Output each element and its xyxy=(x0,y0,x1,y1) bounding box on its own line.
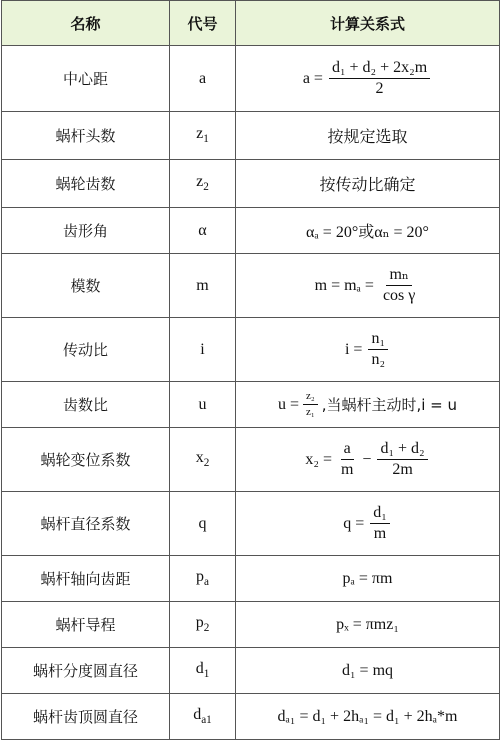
fraction-numerator: n₁ xyxy=(368,330,388,350)
param-name: 蜗杆齿顶圆直径 xyxy=(2,694,170,740)
param-formula xyxy=(236,492,500,556)
fraction-denominator: m xyxy=(373,525,387,542)
param-code: u xyxy=(170,382,236,428)
fraction-denominator: 2m xyxy=(392,461,413,478)
formula-lhs: a = xyxy=(302,69,323,87)
table-row xyxy=(2,46,500,112)
formula-lhs: u = xyxy=(277,395,299,413)
code-subscript: 2 xyxy=(203,622,210,635)
code-base: z xyxy=(196,173,204,191)
param-code xyxy=(170,694,236,740)
param-formula: d₁ = mq xyxy=(236,648,500,694)
worm-gear-parameter-table xyxy=(1,0,500,740)
param-name: 蜗杆轴向齿距 xyxy=(2,556,170,602)
param-formula: 按传动比确定 xyxy=(236,160,500,208)
fraction-numerator: d₁ + d₂ + 2x₂m xyxy=(329,59,430,79)
formula-lhs: x₂ = xyxy=(305,450,332,468)
formula-operator: − xyxy=(362,450,372,468)
param-name: 蜗杆分度圆直径 xyxy=(2,648,170,694)
code-subscript: a xyxy=(204,576,209,589)
param-name: 蜗杆直径系数 xyxy=(2,492,170,556)
fraction xyxy=(368,330,388,370)
fraction xyxy=(380,266,418,306)
param-code: i xyxy=(170,318,236,382)
table-row xyxy=(2,428,500,492)
table-row xyxy=(2,112,500,160)
param-name: 蜗杆导程 xyxy=(2,602,170,648)
formula-lhs: q = xyxy=(343,514,365,532)
fraction xyxy=(329,59,430,99)
table-row xyxy=(2,318,500,382)
param-name: 蜗杆头数 xyxy=(2,112,170,160)
fraction-denominator: z₁ xyxy=(305,406,315,418)
param-name: 模数 xyxy=(2,254,170,318)
table-row xyxy=(2,382,500,428)
fraction-denominator: n₂ xyxy=(371,351,386,368)
table-row xyxy=(2,160,500,208)
fraction-denominator: cos γ xyxy=(382,287,416,304)
code-base: z xyxy=(196,125,204,143)
table-header-row xyxy=(2,1,500,46)
header-name: 名称 xyxy=(2,1,170,46)
param-name: 蜗轮齿数 xyxy=(2,160,170,208)
param-name: 中心距 xyxy=(2,46,170,112)
table-row xyxy=(2,556,500,602)
table-row xyxy=(2,602,500,648)
table-row xyxy=(2,492,500,556)
fraction xyxy=(370,504,390,544)
param-code: α xyxy=(170,208,236,254)
param-name: 齿数比 xyxy=(2,382,170,428)
formula-lhs: m = mₐ = xyxy=(314,276,374,294)
param-formula: αₐ = 20°或αₙ = 20° xyxy=(236,208,500,254)
param-formula xyxy=(236,382,500,428)
table-row xyxy=(2,254,500,318)
fraction xyxy=(303,390,318,418)
param-code xyxy=(170,602,236,648)
param-formula: 按规定选取 xyxy=(236,112,500,160)
param-formula: pₓ = πmz₁ xyxy=(236,602,500,648)
fraction xyxy=(338,440,356,480)
param-code xyxy=(170,428,236,492)
param-code xyxy=(170,112,236,160)
table-row xyxy=(2,648,500,694)
header-code: 代号 xyxy=(170,1,236,46)
formula-lhs: i = xyxy=(344,340,363,358)
param-formula xyxy=(236,428,500,492)
param-name: 蜗轮变位系数 xyxy=(2,428,170,492)
param-code xyxy=(170,160,236,208)
fraction xyxy=(377,440,427,480)
param-formula xyxy=(236,46,500,112)
fraction-numerator: a xyxy=(341,440,354,460)
fraction-numerator: mₙ xyxy=(386,266,411,286)
fraction-numerator: d₁ xyxy=(370,504,390,524)
code-subscript: 1 xyxy=(203,668,210,681)
code-base: d xyxy=(193,706,202,724)
header-formula: 计算关系式 xyxy=(236,1,500,46)
param-formula: dₐ₁ = d₁ + 2hₐ₁ = d₁ + 2hₐ*m xyxy=(236,694,500,740)
param-code: m xyxy=(170,254,236,318)
param-code: a xyxy=(170,46,236,112)
param-name: 齿形角 xyxy=(2,208,170,254)
code-base: x xyxy=(195,449,204,467)
formula-tail: ,当蜗杆主动时,i = u xyxy=(321,396,458,414)
fraction-denominator: 2 xyxy=(375,80,384,97)
code-subscript: a1 xyxy=(201,714,212,727)
code-subscript: 1 xyxy=(203,133,209,146)
fraction-numerator: d₁ + d₂ xyxy=(377,440,427,460)
param-name: 传动比 xyxy=(2,318,170,382)
code-subscript: 2 xyxy=(203,181,209,194)
param-code: q xyxy=(170,492,236,556)
code-base: p xyxy=(196,568,205,586)
fraction-denominator: m xyxy=(340,461,354,478)
table-row xyxy=(2,694,500,740)
param-formula xyxy=(236,318,500,382)
code-subscript: 2 xyxy=(203,457,210,470)
param-formula xyxy=(236,254,500,318)
param-code xyxy=(170,556,236,602)
code-base: p xyxy=(195,614,204,632)
fraction-numerator: z₂ xyxy=(303,390,318,405)
code-base: d xyxy=(195,660,204,678)
param-code xyxy=(170,648,236,694)
param-formula: pₐ = πm xyxy=(236,556,500,602)
table-row xyxy=(2,208,500,254)
